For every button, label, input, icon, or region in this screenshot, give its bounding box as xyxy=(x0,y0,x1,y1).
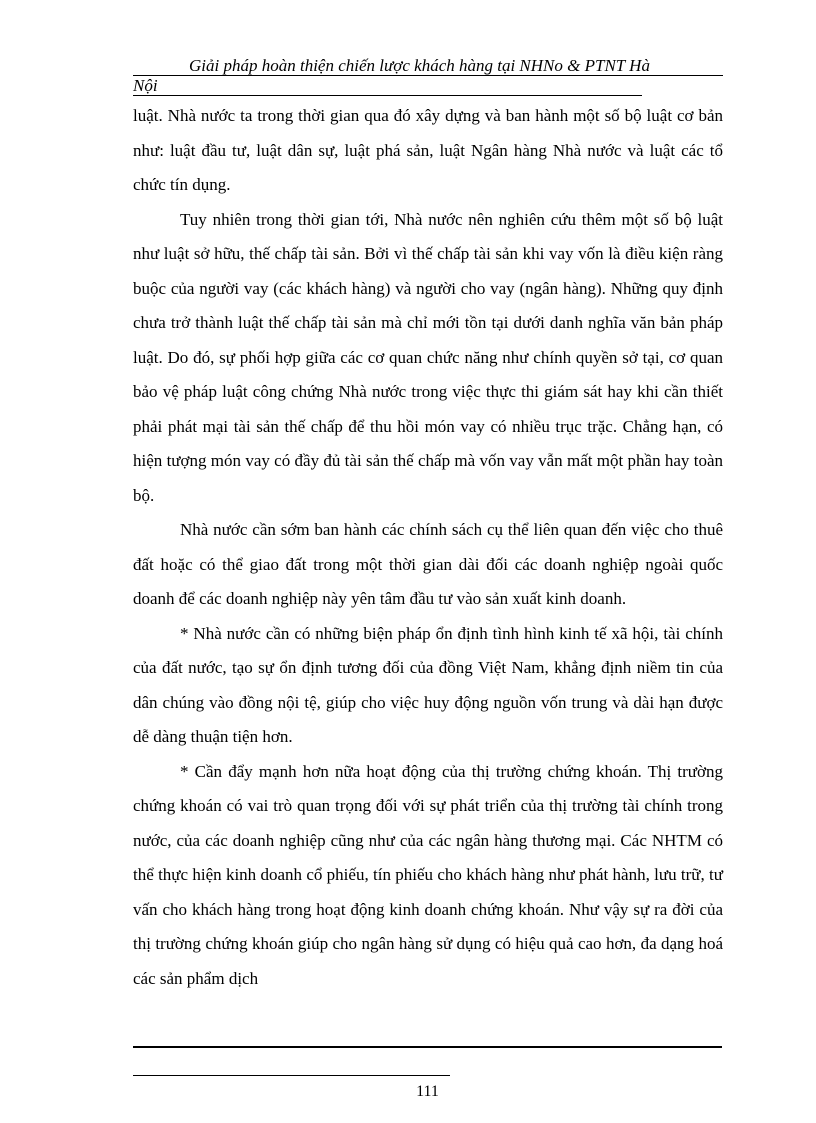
running-header xyxy=(133,56,723,96)
footer-rule xyxy=(133,1046,722,1048)
paragraph: Nhà nước cần sớm ban hành các chính sách cụ thể liên quan đến việc cho thuê đất hoặc có thể giao đất trong một thời gian dài đối các doanh nghiệp ngoài quốc doanh để các doanh nghiệp này yên tâm đầu tư vào sản xuất kinh doanh. xyxy=(133,520,723,608)
header-title-line2: Nội xyxy=(133,76,642,96)
paragraph: Tuy nhiên trong thời gian tới, Nhà nước nên nghiên cứu thêm một số bộ luật như luật sở hữu, thế chấp tài sản. Bởi vì thế chấp tài sản khi vay vốn là điều kiện ràng buộc của người vay (các khách hàng) và người cho vay (ngân hàng). Những quy định chưa trở thành luật thế chấp tài sản mà chỉ mới tồn tại dưới danh nghĩa văn bản pháp luật. Do đó, sự phối hợp giữa các cơ quan chức năng như chính quyền sở tại, cơ quan bảo vệ pháp luật công chứng Nhà nước trong việc thực thi giám sát hay khi cần thiết phải phát mại tài sản thế chấp để thu hồi món vay có nhiều trục trặc. Chẳng hạn, có hiện tượng món vay có đầy đủ tài sản thế chấp mà vốn vay vẫn mất một phần hay toàn bộ. xyxy=(133,209,723,505)
document-body xyxy=(133,99,723,996)
paragraph: * Cần đẩy mạnh hơn nữa hoạt động của thị trường chứng khoán. Thị trường chứng khoán có vai trò quan trọng đối với sự phát triển của thị trường tài chính trong nước, của các doanh nghiệp cũng như của các ngân hàng thương mại. Các NHTM có thể thực hiện kinh doanh cổ phiếu, tín phiếu cho khách hàng như phát hành, lưu trữ, tư vấn cho khách hàng trong hoạt động kinh doanh chứng khoán. Như vậy sự ra đời của thị trường chứng khoán giúp cho ngân hàng sử dụng có hiệu quả cao hơn, đa dạng hoá các sản phẩm dịch xyxy=(133,761,723,988)
footnote-separator xyxy=(133,1075,450,1076)
header-title-line1: Giải pháp hoàn thiện chiến lược khách hàng tại NHNo & PTNT Hà xyxy=(133,56,723,76)
page-number: 111 xyxy=(416,1083,439,1100)
paragraph-continuation: luật. Nhà nước ta trong thời gian qua đó xây dựng và ban hành một số bộ luật cơ bản như: luật đầu tư, luật dân sự, luật phá sản, luật Ngân hàng Nhà nước và luật các tổ chức tín dụng. xyxy=(133,106,723,194)
paragraph: * Nhà nước cần có những biện pháp ổn định tình hình kinh tế xã hội, tài chính của đất nước, tạo sự ổn định tương đối của đồng Việt Nam, khẳng định niềm tin của dân chúng vào đồng nội tệ, giúp cho việc huy động nguồn vốn trung và dài hạn được dễ dàng thuận tiện hơn. xyxy=(133,623,723,746)
